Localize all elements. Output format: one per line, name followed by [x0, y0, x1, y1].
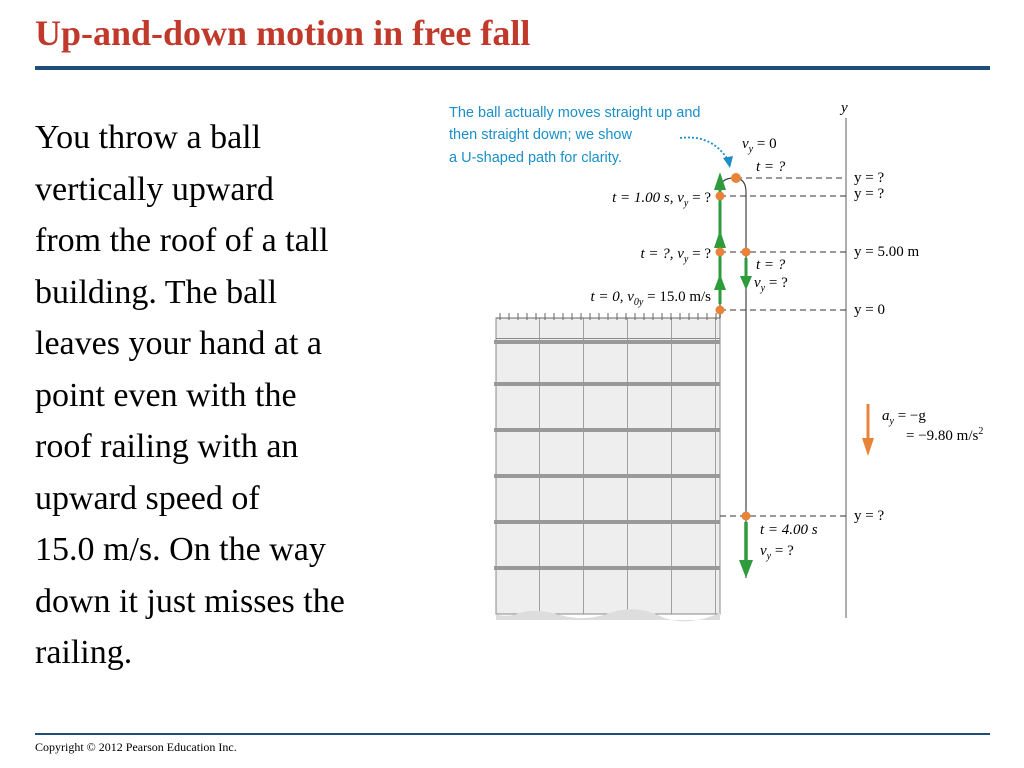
bottom-velocity-label: $v_y$ = ? — [760, 543, 794, 562]
body-line: roof railing with an — [35, 428, 299, 465]
body-line: building. The ball — [35, 273, 278, 311]
svg-text:y = 5.00 m: y = 5.00 m — [854, 244, 920, 260]
body-line: leaves your hand at a — [35, 325, 322, 362]
acceleration-label: $a_y = -g$ — [882, 408, 926, 427]
caption-pointer-arrow — [680, 137, 728, 160]
body-line: You throw a ball — [35, 119, 262, 156]
body-line: down it just misses the — [35, 582, 345, 620]
svg-text:y = ?: y = ? — [854, 508, 885, 524]
free-fall-diagram — [440, 95, 1020, 625]
svg-text:y = 0: y = 0 — [854, 302, 885, 318]
bottom-time-label: t = 4.00 s — [760, 522, 818, 538]
down-time-label: t = ? — [756, 257, 786, 273]
svg-text:a U-shaped path for clarity.: a U-shaped path for clarity. — [449, 150, 623, 166]
acceleration-arrow — [862, 404, 874, 456]
svg-text:y = ?: y = ? — [854, 170, 885, 186]
svg-text:y = ?: y = ? — [854, 186, 885, 202]
caption-pointer-arrowhead — [723, 156, 733, 168]
svg-text:The ball actually moves straig: The ball actually moves straight up and — [449, 105, 701, 121]
slide-title: Up-and-down motion in free fall — [35, 13, 531, 53]
body-line: railing. — [35, 634, 133, 671]
body-line: from the roof of a tall — [35, 222, 329, 259]
building — [494, 313, 720, 621]
y-axis-label: y — [841, 100, 848, 116]
body-line: 15.0 m/s. On the way — [35, 531, 326, 568]
top-time-label: t = ? — [756, 159, 786, 175]
path-caption — [449, 105, 700, 166]
body-line: vertically upward — [35, 170, 274, 208]
label-t2: t = ?, $v_y$ = ? — [640, 246, 711, 265]
reference-lines — [720, 178, 846, 516]
title-divider — [35, 66, 990, 70]
label-t1: t = 1.00 s, $v_y$ = ? — [612, 190, 711, 209]
svg-text:then straight down; we show: then straight down; we show — [449, 127, 632, 143]
down-velocity-label: $v_y$ = ? — [754, 275, 788, 294]
copyright-notice: Copyright © 2012 Pearson Education Inc. — [35, 740, 237, 754]
footer-divider — [35, 733, 990, 735]
body-line: point even with the — [35, 376, 297, 414]
label-t0: t = 0, $v_{0y} = 15.0$ m/s — [590, 289, 711, 308]
gravity-value-label: = −9.80 $m/s^2$ — [906, 426, 984, 444]
body-line: upward speed of — [35, 479, 260, 517]
top-velocity-label: $v_y = 0$ — [742, 136, 777, 155]
y-position-labels — [854, 170, 919, 524]
problem-statement — [35, 112, 430, 679]
